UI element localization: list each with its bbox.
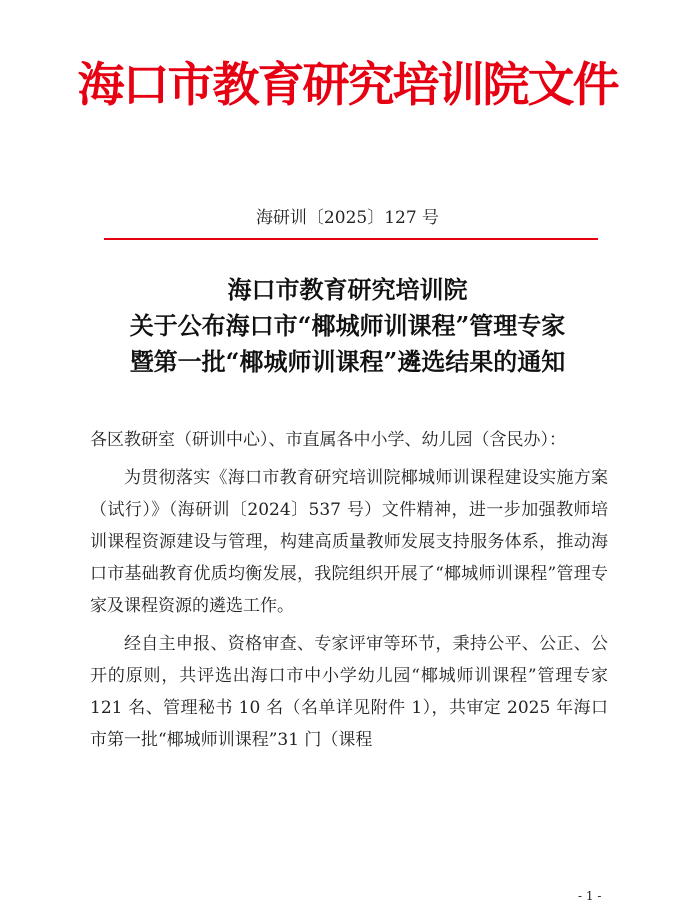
notice-title-line-2: 关于公布海口市“椰城师训课程”管理专家 [129, 311, 566, 340]
notice-title [0, 272, 695, 380]
letterhead-title: 海口市教育研究培训院文件 [77, 58, 618, 113]
salutation: 各区教研室（研训中心）、市直属各中小学、幼儿园（含民办）： [90, 430, 566, 450]
body-paragraph-2: 经自主申报、资格审查、专家评审等环节，秉持公平、公正、公开的原则，共评选出海口市中小学幼儿园“椰城师训课程”管理专家 121 名、管理秘书 10 名（名单详见附件 1），共审定 2025 年海口市第一批“椰城师训课程”31 门（课程 [90, 634, 608, 750]
page-number: - 1 - [578, 889, 602, 903]
red-divider-line [104, 238, 598, 240]
document-number: 海研训〔2025〕127 号 [255, 208, 440, 228]
notice-body [90, 424, 608, 762]
notice-title-line-3: 暨第一批“椰城师训课程”遴选结果的通知 [129, 347, 566, 376]
notice-title-line-1: 海口市教育研究培训院 [227, 275, 468, 304]
body-paragraph-1: 为贯彻落实《海口市教育研究培训院椰城师训课程建设实施方案（试行）》（海研训〔2024〕537 号）文件精神，进一步加强教师培训课程资源建设与管理，构建高质量教师发展支持服务体系，推动海口市基础教育优质均衡发展，我院组织开展了“椰城师训课程”管理专家及课程资源的遴选工作。 [90, 468, 608, 616]
